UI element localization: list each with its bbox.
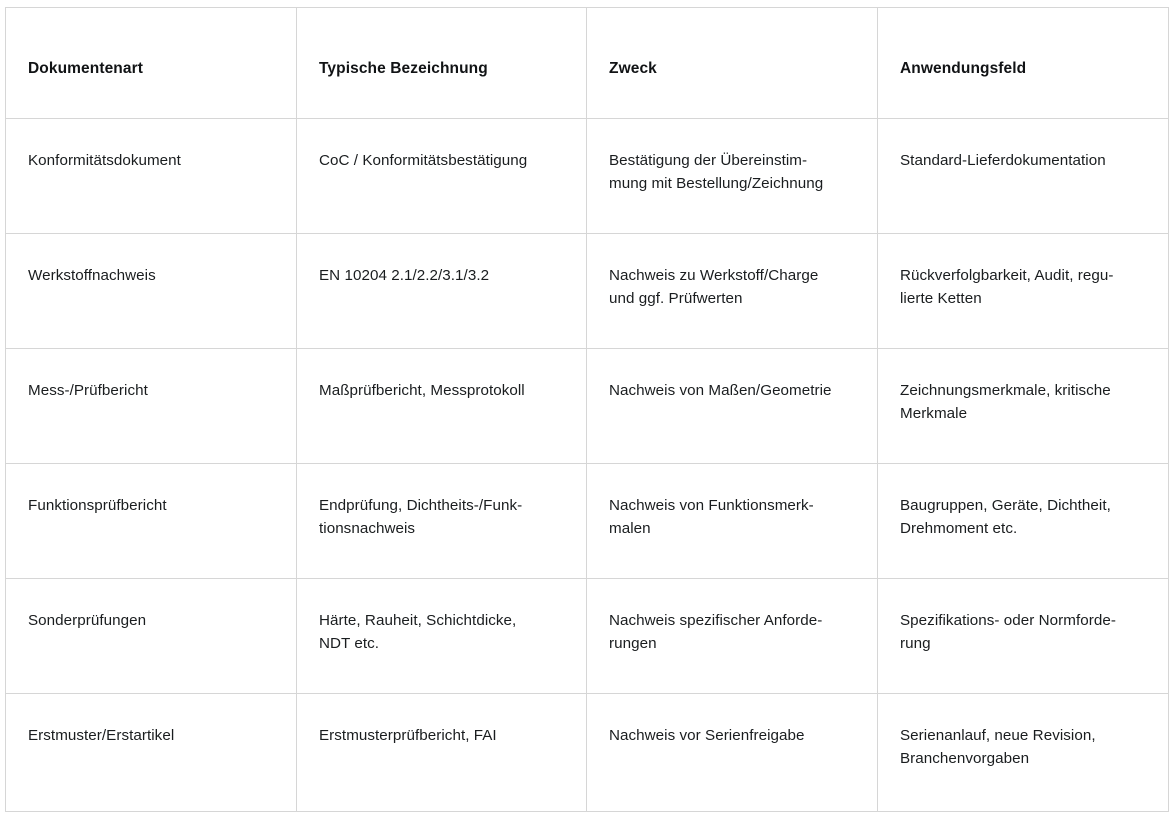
cell-text-line: Nachweis von Maßen/Geometrie — [609, 382, 832, 399]
table-header — [6, 8, 1169, 119]
cell-text-line: NDT etc. — [319, 635, 380, 652]
cell-text-line: tionsnachweis — [319, 520, 416, 537]
table-cell-zweck — [587, 579, 878, 694]
column-header-dokumentenart — [6, 8, 297, 119]
cell-text — [878, 694, 1168, 770]
cell-text — [587, 579, 877, 655]
table-cell-anwendungsfeld — [878, 579, 1169, 694]
cell-text — [587, 694, 877, 747]
table-cell-dokumentenart — [6, 349, 297, 464]
cell-text-line: Nachweis vor Serienfreigabe — [609, 727, 805, 744]
cell-text-line: Mess-/Prüfbericht — [28, 382, 148, 399]
table-cell-anwendungsfeld — [878, 234, 1169, 349]
table-cell-dokumentenart — [6, 694, 297, 812]
table-cell-typische_bezeichnung — [297, 234, 587, 349]
table-cell-zweck — [587, 234, 878, 349]
cell-text — [878, 349, 1168, 425]
table-cell-typische_bezeichnung — [297, 349, 587, 464]
cell-text-line: Konformitätsdokument — [28, 152, 181, 169]
table-row — [6, 694, 1169, 812]
cell-text — [587, 234, 877, 310]
cell-text — [587, 464, 877, 540]
cell-text — [297, 234, 586, 287]
cell-text — [297, 694, 586, 747]
cell-text — [6, 694, 296, 747]
cell-text-line: malen — [609, 520, 651, 537]
cell-text — [297, 464, 586, 540]
column-header-typische-bezeichnung — [297, 8, 587, 119]
cell-text-line: Drehmoment etc. — [900, 520, 1018, 537]
cell-text-line: Branchenvorgaben — [900, 750, 1030, 767]
column-header-zweck — [587, 8, 878, 119]
table-row — [6, 464, 1169, 579]
cell-text-line: Zeichnungsmerkmale, kritische — [900, 382, 1111, 399]
cell-text — [6, 349, 296, 402]
cell-text-line: Rückverfolgbarkeit, Audit, regu- — [900, 267, 1114, 284]
cell-text-line: Sonderprüfungen — [28, 612, 147, 629]
column-header-label: Typische Bezeichnung — [319, 60, 488, 77]
table-cell-typische_bezeichnung — [297, 119, 587, 234]
table-cell-anwendungsfeld — [878, 694, 1169, 812]
cell-text — [6, 234, 296, 287]
cell-text — [587, 119, 877, 195]
cell-text-line: Nachweis spezifischer Anforde- — [609, 612, 823, 629]
column-header-label: Anwendungsfeld — [900, 60, 1027, 77]
cell-text — [6, 579, 296, 632]
cell-text-line: Standard-Lieferdokumentation — [900, 152, 1106, 169]
table-cell-zweck — [587, 464, 878, 579]
cell-text-line: und ggf. Prüfwerten — [609, 290, 743, 307]
table-cell-dokumentenart — [6, 119, 297, 234]
cell-text-line: mung mit Bestellung/Zeichnung — [609, 175, 824, 192]
document-types-table — [5, 7, 1169, 812]
table-body — [6, 119, 1169, 812]
cell-text-line: Baugruppen, Geräte, Dichtheit, — [900, 497, 1111, 514]
cell-text-line: Funktionsprüfbericht — [28, 497, 167, 514]
cell-text — [297, 119, 586, 172]
cell-text — [878, 234, 1168, 310]
cell-text — [878, 579, 1168, 655]
cell-text-line: Härte, Rauheit, Schichtdicke, — [319, 612, 517, 629]
cell-text-line: Werkstoffnachweis — [28, 267, 156, 284]
cell-text — [6, 119, 296, 172]
cell-text-line: Serienanlauf, neue Revision, — [900, 727, 1096, 744]
cell-text-line: rungen — [609, 635, 657, 652]
table-row — [6, 579, 1169, 694]
table-cell-dokumentenart — [6, 464, 297, 579]
table-cell-typische_bezeichnung — [297, 464, 587, 579]
table-cell-typische_bezeichnung — [297, 579, 587, 694]
table-cell-zweck — [587, 119, 878, 234]
cell-text-line: EN 10204 2.1/2.2/3.1/3.2 — [319, 267, 490, 284]
cell-text-line: Erstmuster/Erstartikel — [28, 727, 175, 744]
cell-text-line: Nachweis zu Werkstoff/Charge — [609, 267, 819, 284]
cell-text-line: Nachweis von Funktionsmerk- — [609, 497, 814, 514]
table-cell-anwendungsfeld — [878, 349, 1169, 464]
table-header-row — [6, 8, 1169, 119]
cell-text — [6, 464, 296, 517]
table-cell-zweck — [587, 694, 878, 812]
table-row — [6, 234, 1169, 349]
cell-text-line: lierte Ketten — [900, 290, 982, 307]
cell-text-line: rung — [900, 635, 931, 652]
cell-text — [297, 579, 586, 655]
table-cell-typische_bezeichnung — [297, 694, 587, 812]
cell-text-line: Endprüfung, Dichtheits-/Funk- — [319, 497, 523, 514]
column-header-label: Dokumentenart — [28, 60, 143, 77]
cell-text-line: Maßprüfbericht, Messprotokoll — [319, 382, 525, 399]
table-cell-anwendungsfeld — [878, 119, 1169, 234]
table-cell-dokumentenart — [6, 234, 297, 349]
table-cell-zweck — [587, 349, 878, 464]
cell-text — [297, 349, 586, 402]
cell-text — [878, 464, 1168, 540]
table-row — [6, 349, 1169, 464]
cell-text-line: Bestätigung der Übereinstim- — [609, 152, 808, 169]
table-cell-anwendungsfeld — [878, 464, 1169, 579]
column-header-label: Zweck — [609, 60, 657, 77]
column-header-anwendungsfeld — [878, 8, 1169, 119]
cell-text-line: CoC / Konformitätsbestätigung — [319, 152, 528, 169]
table-row — [6, 119, 1169, 234]
table-cell-dokumentenart — [6, 579, 297, 694]
cell-text — [587, 349, 877, 402]
cell-text — [878, 119, 1168, 172]
cell-text-line: Merkmale — [900, 405, 968, 422]
cell-text-line: Spezifikations- oder Normforde- — [900, 612, 1116, 629]
cell-text-line: Erstmusterprüfbericht, FAI — [319, 727, 497, 744]
